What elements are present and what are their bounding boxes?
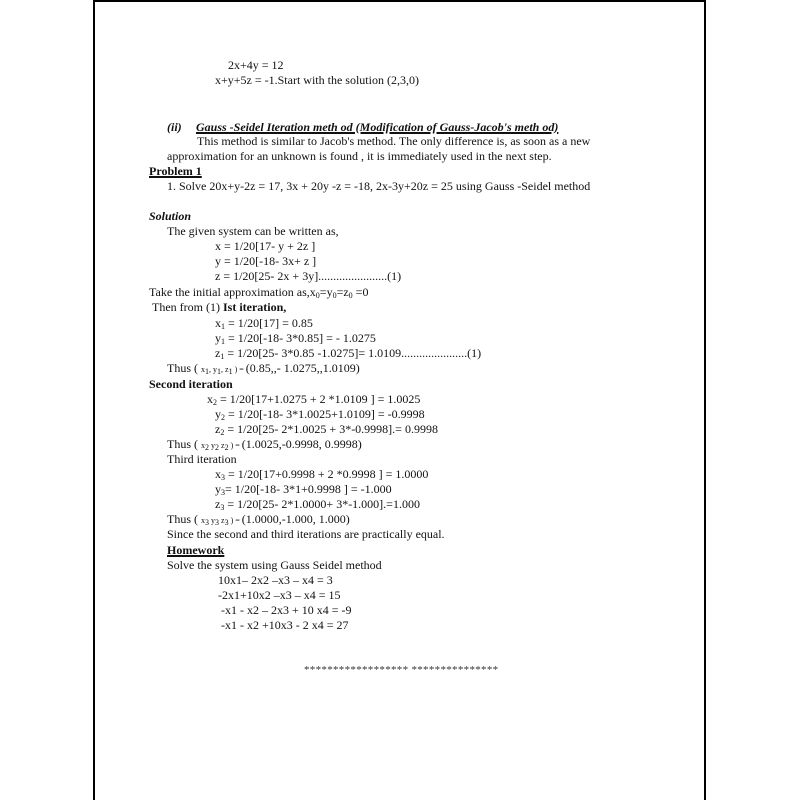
subscript: 1 (228, 367, 233, 376)
var-x: x (309, 285, 316, 299)
expression: = 1/20[-18- 3*1+0.9998 ] = -1.000 (225, 482, 392, 496)
problem-statement: 1. Solve 20x+y-2z = 17, 3x + 20y -z = -18, 2x-3y+20z = 25 using Gauss -Seidel method (167, 179, 591, 193)
iteration1-z (215, 346, 481, 360)
subscript: 0 (315, 291, 320, 300)
var: x (215, 467, 221, 481)
homework-instruction: Solve the system using Gauss Seidel method (167, 558, 382, 572)
thus-result: (1.0025,-0.9998, 0.9998) (241, 437, 362, 451)
homework-equation: 10x1– 2x2 –x3 – x4 = 3 (218, 573, 333, 587)
var: y (215, 407, 221, 421)
homework-equation: -x1 - x2 – 2x3 + 10 x4 = -9 (221, 603, 352, 617)
initial-suffix: =0 (352, 285, 369, 299)
subscript: 1 (217, 367, 221, 376)
subscript: 3 (215, 518, 219, 527)
subscript: 3 (220, 503, 225, 512)
conclusion: Since the second and third iterations are practically equal. (167, 527, 445, 541)
iteration1-thus: Thus ( $x_1$, $y_1$, $z_1$ ) = (0.85,,- 1.0275,,1.0109) (167, 361, 360, 376)
expression: = 1/20[-18- 3*0.85] = - 1.0275 (225, 331, 376, 345)
var: y (215, 331, 221, 345)
problem-heading: Problem 1 (149, 164, 202, 178)
iteration2-y (215, 407, 425, 421)
rewritten-equation: x = 1/20[17- y + 2z ] (215, 239, 316, 253)
subscript: 3 (221, 473, 225, 482)
equation-line: 2x+4y = 12 (228, 58, 284, 72)
subscript: 1 (221, 337, 225, 346)
subscript: 2 (205, 443, 209, 452)
subscript: 3 (221, 488, 225, 497)
section-number: (ii) (167, 120, 182, 134)
iteration1-y (215, 331, 376, 345)
then-from-text: Then from (1) (152, 300, 223, 314)
initial-approximation: Take the initial approximation $as,x_0=y_0=z_0 =0$ (149, 285, 369, 300)
var: z (215, 346, 221, 360)
homework-equation: -x1 - x2 +10x3 - 2 x4 = 27 (221, 618, 349, 632)
rewritten-equation: z = 1/20[25- 2x + 3y].......................(1) (215, 269, 402, 283)
iteration3-z (215, 497, 420, 511)
homework-equation: -2x1+10x2 –x3 – x4 = 15 (218, 588, 341, 602)
subscript: 1 (220, 352, 225, 361)
var-y: y (326, 285, 333, 299)
subscript: 1 (205, 367, 209, 376)
footer-separator: ****************** *************** (304, 664, 499, 676)
thus-result: (0.85,,- 1.0275,,1.0109) (245, 361, 360, 375)
homework-heading: Homework (167, 543, 225, 557)
second-iteration-heading: Second iteration (149, 377, 233, 391)
subscript: 0 (348, 291, 353, 300)
then-from-line (152, 300, 286, 314)
first-iteration-label: Ist iteration, (222, 300, 287, 314)
solution-heading: Solution (149, 209, 192, 223)
iteration3-y (215, 482, 392, 496)
subscript: 3 (205, 518, 209, 527)
iteration2-z (215, 422, 438, 436)
iteration3-thus: Thus ( $x_3$ $y_3$ $z_3$ ) = (1.0000,-1.000, 1.000) (167, 512, 350, 527)
var: y (215, 482, 221, 496)
subscript: 1 (221, 322, 225, 331)
var: x (215, 316, 221, 330)
subscript: 2 (224, 443, 229, 452)
subscript: 0 (332, 291, 337, 300)
expression: = 1/20[17] = 0.85 (225, 316, 313, 330)
equation-line: x+y+5z = -1.Start with the solution (2,3,0) (215, 73, 419, 87)
expression: = 1/20[17+1.0275 + 2 *1.0109 ] = 1.0025 (217, 392, 421, 406)
iteration2-x (207, 392, 420, 406)
paragraph-line: approximation for an unknown is found , it is immediately used in the next step. (167, 149, 552, 163)
thus-prefix: Thus ( (167, 512, 201, 526)
subscript: 2 (213, 398, 217, 407)
iteration1-x (215, 316, 313, 330)
iteration3-x (215, 467, 428, 481)
var: z (215, 497, 221, 511)
subscript: 2 (220, 428, 225, 437)
subscript: 3 (224, 518, 229, 527)
subscript: 2 (215, 443, 219, 452)
initial-prefix: Take the initial approximation as, (149, 285, 310, 299)
third-iteration-heading: Third iteration (167, 452, 237, 466)
var: z (215, 422, 221, 436)
expression: = 1/20[-18- 3*1.0025+1.0109] = -0.9998 (225, 407, 425, 421)
expression: = 1/20[25- 2*1.0025 + 3*-0.9998].= 0.9998 (224, 422, 438, 436)
thus-result: (1.0000,-1.000, 1.000) (241, 512, 350, 526)
paragraph-line: This method is similar to Jacob's method. The only difference is, as soon as a new (197, 134, 591, 148)
rewritten-equation: y = 1/20[-18- 3x+ z ] (215, 254, 317, 268)
section-title: Gauss -Seidel Iteration meth od (Modification of Gauss-Jacob's meth od) (196, 120, 559, 134)
expression: = 1/20[25- 2*1.0000+ 3*-1.000].=1.000 (224, 497, 420, 511)
var: x (207, 392, 213, 406)
expression: = 1/20[25- 3*0.85 -1.0275]= 1.0109......................(1) (224, 346, 482, 360)
var-z: z (343, 285, 349, 299)
thus-prefix: Thus ( (167, 361, 201, 375)
solution-intro: The given system can be written as, (167, 224, 339, 238)
subscript: 2 (221, 413, 225, 422)
expression: = 1/20[17+0.9998 + 2 *0.9998 ] = 1.0000 (225, 467, 429, 481)
iteration2-thus: Thus ( $x_2$ $y_2$ $z_2$ ) = (1.0025,-0.9998, 0.9998) (167, 437, 362, 452)
thus-prefix: Thus ( (167, 437, 201, 451)
